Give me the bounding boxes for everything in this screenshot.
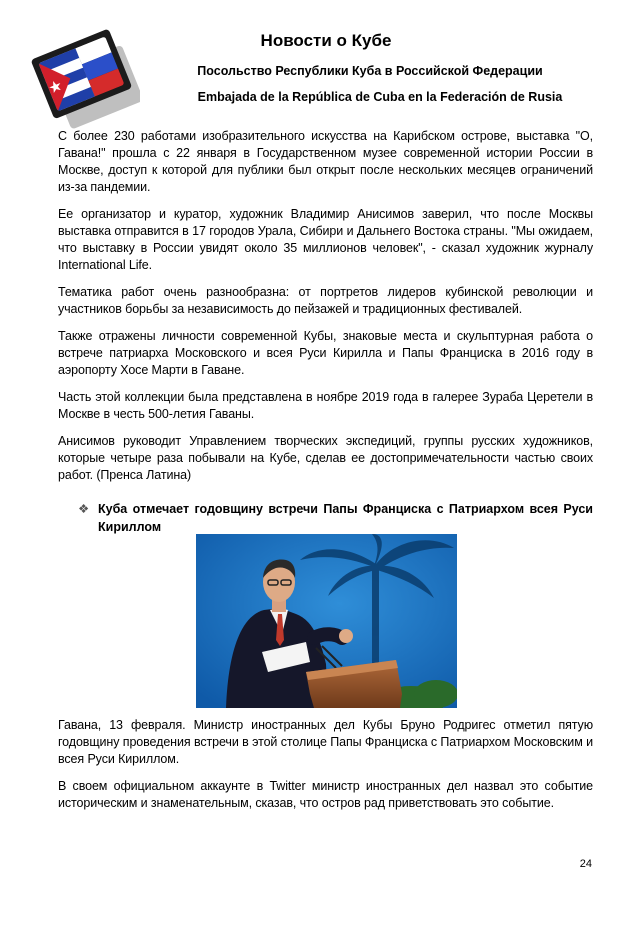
- page-title: Новости о Кубе: [260, 31, 392, 50]
- article-paragraph: Также отражены личности современной Кубы, знаковые места и скульптурная работа о встрече патриарха Московского и всея Руси Кирилла и Папы Франциска в 2016 году в аэропорту Хосе Марти в Гаване.: [58, 329, 593, 377]
- article-paragraph: Часть этой коллекции была представлена в ноябре 2019 года в галерее Зураба Церетели в Москве в честь 500-летия Гаваны.: [58, 390, 593, 421]
- article-paragraph: Гавана, 13 февраля. Министр иностранных дел Кубы Бруно Родригес отметил пятую годовщину проведения встречи в этой столице Папы Франциска с Патриархом Московским и всея Руси Кириллом.: [58, 718, 593, 766]
- article-paragraph: С более 230 работами изобразительного искусства на Карибском острове, выставка "О, Гавана!" прошла с 22 января в Государственном музее современной истории России в Москве, доступ к которой для публики был открыт после нескольких месяцев ограничений из-за пандемии.: [58, 129, 593, 194]
- page-number: 24: [579, 858, 592, 870]
- embassy-name-russian: Посольство Республики Куба в Российской Федерации: [197, 64, 543, 78]
- article-paragraph: Ее организатор и куратор, художник Владимир Анисимов заверил, что после Москвы выставка отправится в 17 городов Урала, Сибири и Дальнего Востока страны. "Мы ожидаем, что выставку в России увидят около 35 миллионов человек", - сказал художник журналу International Life.: [58, 207, 593, 272]
- bullet-diamond-icon: ❖: [78, 502, 90, 516]
- article-heading-text: Куба отмечает годовщину встречи Папы Франциска с Патриархом всея Руси Кириллом: [98, 502, 593, 534]
- embassy-name-spanish: Embajada de la República de Cuba en la Federación de Rusia: [197, 90, 563, 104]
- article-paragraph: Тематика работ очень разнообразна: от портретов лидеров кубинской революции и участников борьбы за независимость до пейзажей и традиционных фестивалей.: [58, 285, 593, 316]
- article-anniversary: [58, 717, 593, 822]
- speaker-at-podium-photo: [196, 534, 457, 708]
- article-heading: [78, 500, 593, 536]
- article-paragraph: Анисимов руководит Управлением творческих экспедиций, группы русских художников, которые четыре раза побывали на Кубе, сделав ее достопримечательности частью своих работ. (Пренса Латина): [58, 434, 593, 482]
- article-paragraph: В своем официальном аккаунте в Twitter министр иностранных дел назвал это событие историческим и знаменательным, сказав, что остров рад приветствовать это событие.: [58, 779, 593, 810]
- article-exhibition: [58, 128, 593, 494]
